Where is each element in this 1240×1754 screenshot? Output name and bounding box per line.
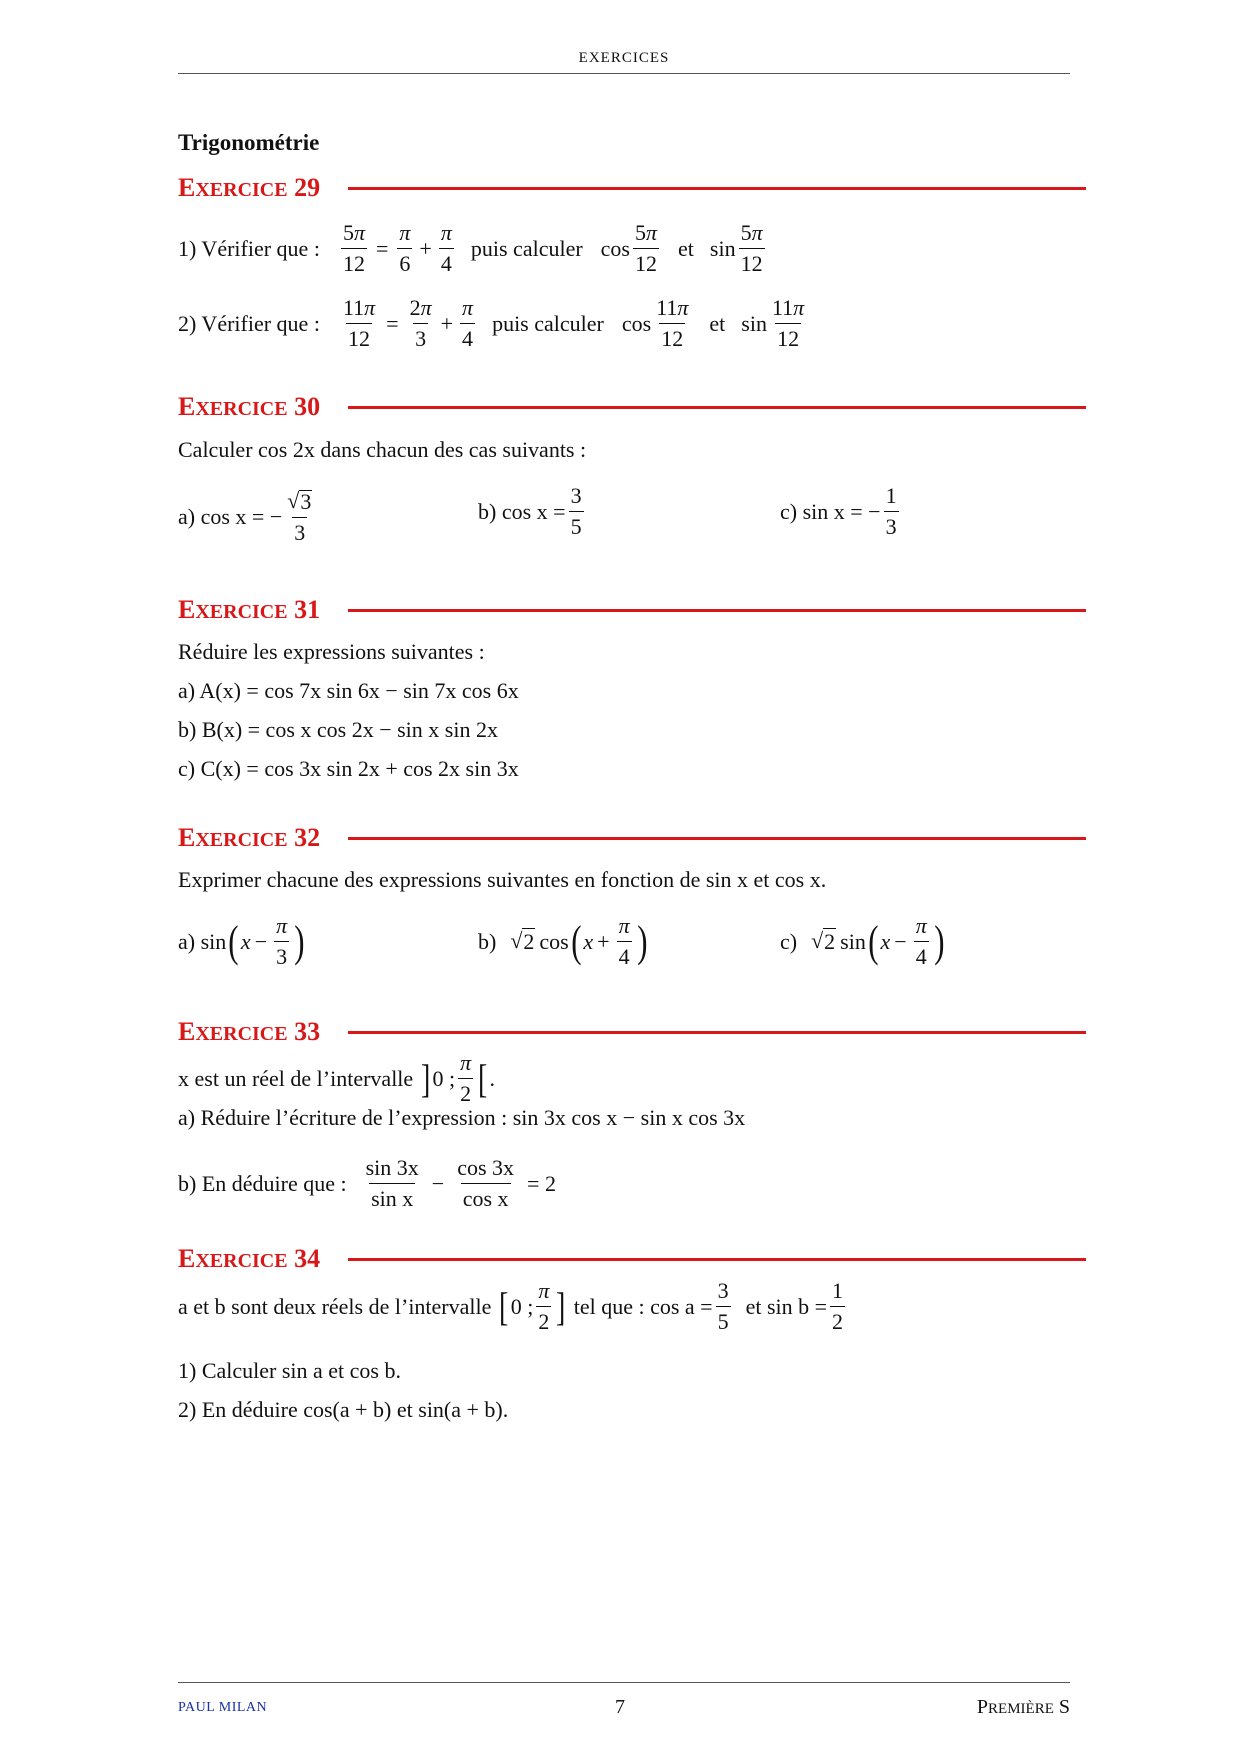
fraction: $\frac{5\pi}{12}$ bbox=[635, 220, 658, 276]
fraction: $\frac{\pi}{2}$ bbox=[538, 1278, 550, 1334]
exercise-33-heading bbox=[178, 1016, 1086, 1048]
ex30-case-b: b) cos x = $\frac{3}{5}$ bbox=[478, 483, 582, 539]
heading-rule bbox=[348, 1031, 1086, 1034]
ex34-intro: a et b sont deux réels de l’intervalle [ 0 ; $\frac{\pi}{2}$ ] tel que : cos a = $\frac{3}{5}$ et sin b = $\frac{1}{2}$ bbox=[178, 1278, 844, 1334]
fraction: $\frac{\pi}{2}$ bbox=[460, 1050, 472, 1106]
fraction: $\frac{1}{3}$ bbox=[885, 483, 897, 539]
right-paren-icon: ) bbox=[636, 916, 648, 966]
exercise-30-title: EXERCICE 30 bbox=[178, 392, 321, 421]
heading-rule bbox=[348, 187, 1086, 190]
fraction: $\frac{5\pi}{12}$ bbox=[342, 220, 365, 276]
fraction: $\frac{\cos 3x}{\text{cos x}}$ bbox=[457, 1155, 515, 1211]
left-bracket-icon: ] bbox=[421, 1055, 431, 1101]
left-bracket-icon: [ bbox=[499, 1283, 509, 1329]
ex32-expr-a: a) sin ( x − $\frac{\pi}{3}$ ) bbox=[178, 913, 305, 969]
footer-rule bbox=[178, 1682, 1070, 1683]
ex33-item-b: b) En déduire que : $\frac{\sin 3x}{\text{sin x}}$ − $\frac{\cos 3x}{\text{cos x}}$ = 2 bbox=[178, 1155, 556, 1211]
page-number: 7 bbox=[615, 1696, 625, 1718]
fraction: $\frac{\pi}{4}$ bbox=[462, 295, 474, 351]
ex30-case-a: a) cos x = − √ 3 3 bbox=[178, 490, 317, 544]
ex32-expr-b: b) √ 2 cos ( x + $\frac{\pi}{4}$ ) bbox=[478, 913, 648, 969]
ex33-item-a: a) Réduire l’écriture de l’expression : sin 3x cos x − sin x cos 3x bbox=[178, 1105, 746, 1130]
ex30-case-c: c) sin x = − $\frac{1}{3}$ bbox=[780, 483, 897, 539]
fraction: √ 3 3 bbox=[287, 488, 312, 545]
exercise-34-heading bbox=[178, 1243, 1086, 1275]
ex31-item-b: b) B(x) = cos x cos 2x − sin x sin 2x bbox=[178, 717, 498, 742]
right-paren-icon: ) bbox=[294, 916, 305, 966]
ex31-item-a: a) A(x) = cos 7x sin 6x − sin 7x cos 6x bbox=[178, 678, 519, 703]
right-paren-icon: ) bbox=[933, 916, 945, 966]
right-bracket-icon: [ bbox=[478, 1055, 488, 1101]
ex33-intro: x est un réel de l’intervalle ] 0 ; $\frac{\pi}{2}$ [ . bbox=[178, 1050, 495, 1106]
left-paren-icon: ( bbox=[570, 916, 582, 966]
exercise-29-heading bbox=[178, 172, 1086, 204]
fraction: $\frac{\sin 3x}{\text{sin x}}$ bbox=[365, 1155, 419, 1211]
fraction: $\frac{11\pi}{12}$ bbox=[342, 295, 376, 351]
exercise-29-title: EXERCICE 29 bbox=[178, 173, 321, 202]
sqrt-icon: √ 3 bbox=[287, 488, 312, 514]
fraction: $\frac{\pi}{6}$ bbox=[399, 220, 411, 276]
ex32-intro: Exprimer chacune des expressions suivantes en fonction de sin x et cos x. bbox=[178, 867, 827, 892]
fraction: $\frac{\pi}{4}$ bbox=[440, 220, 452, 276]
section-title: Trigonométrie bbox=[178, 130, 320, 155]
fraction: $\frac{11\pi}{12}$ bbox=[656, 295, 689, 351]
exercise-33-title: EXERCICE 33 bbox=[178, 1017, 321, 1046]
right-bracket-icon: ] bbox=[556, 1283, 566, 1329]
fraction: $\frac{\pi}{4}$ bbox=[618, 913, 630, 969]
exercise-32-heading bbox=[178, 822, 1086, 854]
fraction: $\frac{\pi}{4}$ bbox=[915, 913, 927, 969]
ex31-intro: Réduire les expressions suivantes : bbox=[178, 639, 485, 664]
heading-rule bbox=[348, 406, 1086, 409]
footer-level: PREMIÈRE S bbox=[976, 1696, 1070, 1718]
fraction: $\frac{5\pi}{12}$ bbox=[740, 220, 763, 276]
exercise-31-title: EXERCICE 31 bbox=[178, 595, 321, 624]
exercise-30-heading bbox=[178, 391, 1086, 423]
fraction: $\frac{3}{5}$ bbox=[717, 1278, 729, 1334]
exercise-34-title: EXERCICE 34 bbox=[178, 1244, 321, 1273]
left-paren-icon: ( bbox=[228, 916, 239, 966]
heading-rule bbox=[348, 609, 1086, 612]
left-paren-icon: ( bbox=[868, 916, 879, 966]
ex34-question-1: 1) Calculer sin a et cos b. bbox=[178, 1358, 401, 1383]
ex29-question-1: 1) Vérifier que : $\frac{5\pi}{12}$ = $\frac{\pi}{6}$ + $\frac{\pi}{4}$ puis calculer cos $\frac{5\pi}{12}$ et sin $\frac{5\pi}{12}$ bbox=[178, 220, 763, 276]
ex32-expr-c: c) √ 2 sin ( x − $\frac{\pi}{4}$ ) bbox=[780, 913, 945, 969]
fraction: $\frac{11\pi}{12}$ bbox=[771, 295, 805, 351]
header-rule bbox=[178, 73, 1070, 74]
heading-rule bbox=[348, 837, 1086, 840]
sqrt-icon: √ 2 bbox=[811, 928, 836, 954]
ex29-question-2: 2) Vérifier que : $\frac{11\pi}{12}$ = $\frac{2\pi}{3}$ + $\frac{\pi}{4}$ puis calculer cos $\frac{11\pi}{12}$ et sin $\frac{11\pi}{12}$ bbox=[178, 295, 805, 351]
exercise-31-heading bbox=[178, 594, 1086, 626]
ex30-intro: Calculer cos 2x dans chacun des cas suivants : bbox=[178, 437, 587, 462]
fraction: $\frac{3}{5}$ bbox=[570, 483, 582, 539]
heading-rule bbox=[348, 1258, 1086, 1261]
fraction: $\frac{\pi}{3}$ bbox=[276, 913, 288, 969]
footer-author: PAUL MILAN bbox=[178, 1700, 268, 1715]
fraction: $\frac{2\pi}{3}$ bbox=[409, 295, 432, 351]
fraction: $\frac{1}{2}$ bbox=[832, 1278, 844, 1334]
exercise-32-title: EXERCICE 32 bbox=[178, 823, 321, 852]
running-header: EXERCICES bbox=[578, 50, 670, 66]
ex31-item-c: c) C(x) = cos 3x sin 2x + cos 2x sin 3x bbox=[178, 756, 519, 781]
sqrt-icon: √ 2 bbox=[510, 928, 535, 954]
ex34-question-2: 2) En déduire cos(a + b) et sin(a + b). bbox=[178, 1397, 509, 1422]
